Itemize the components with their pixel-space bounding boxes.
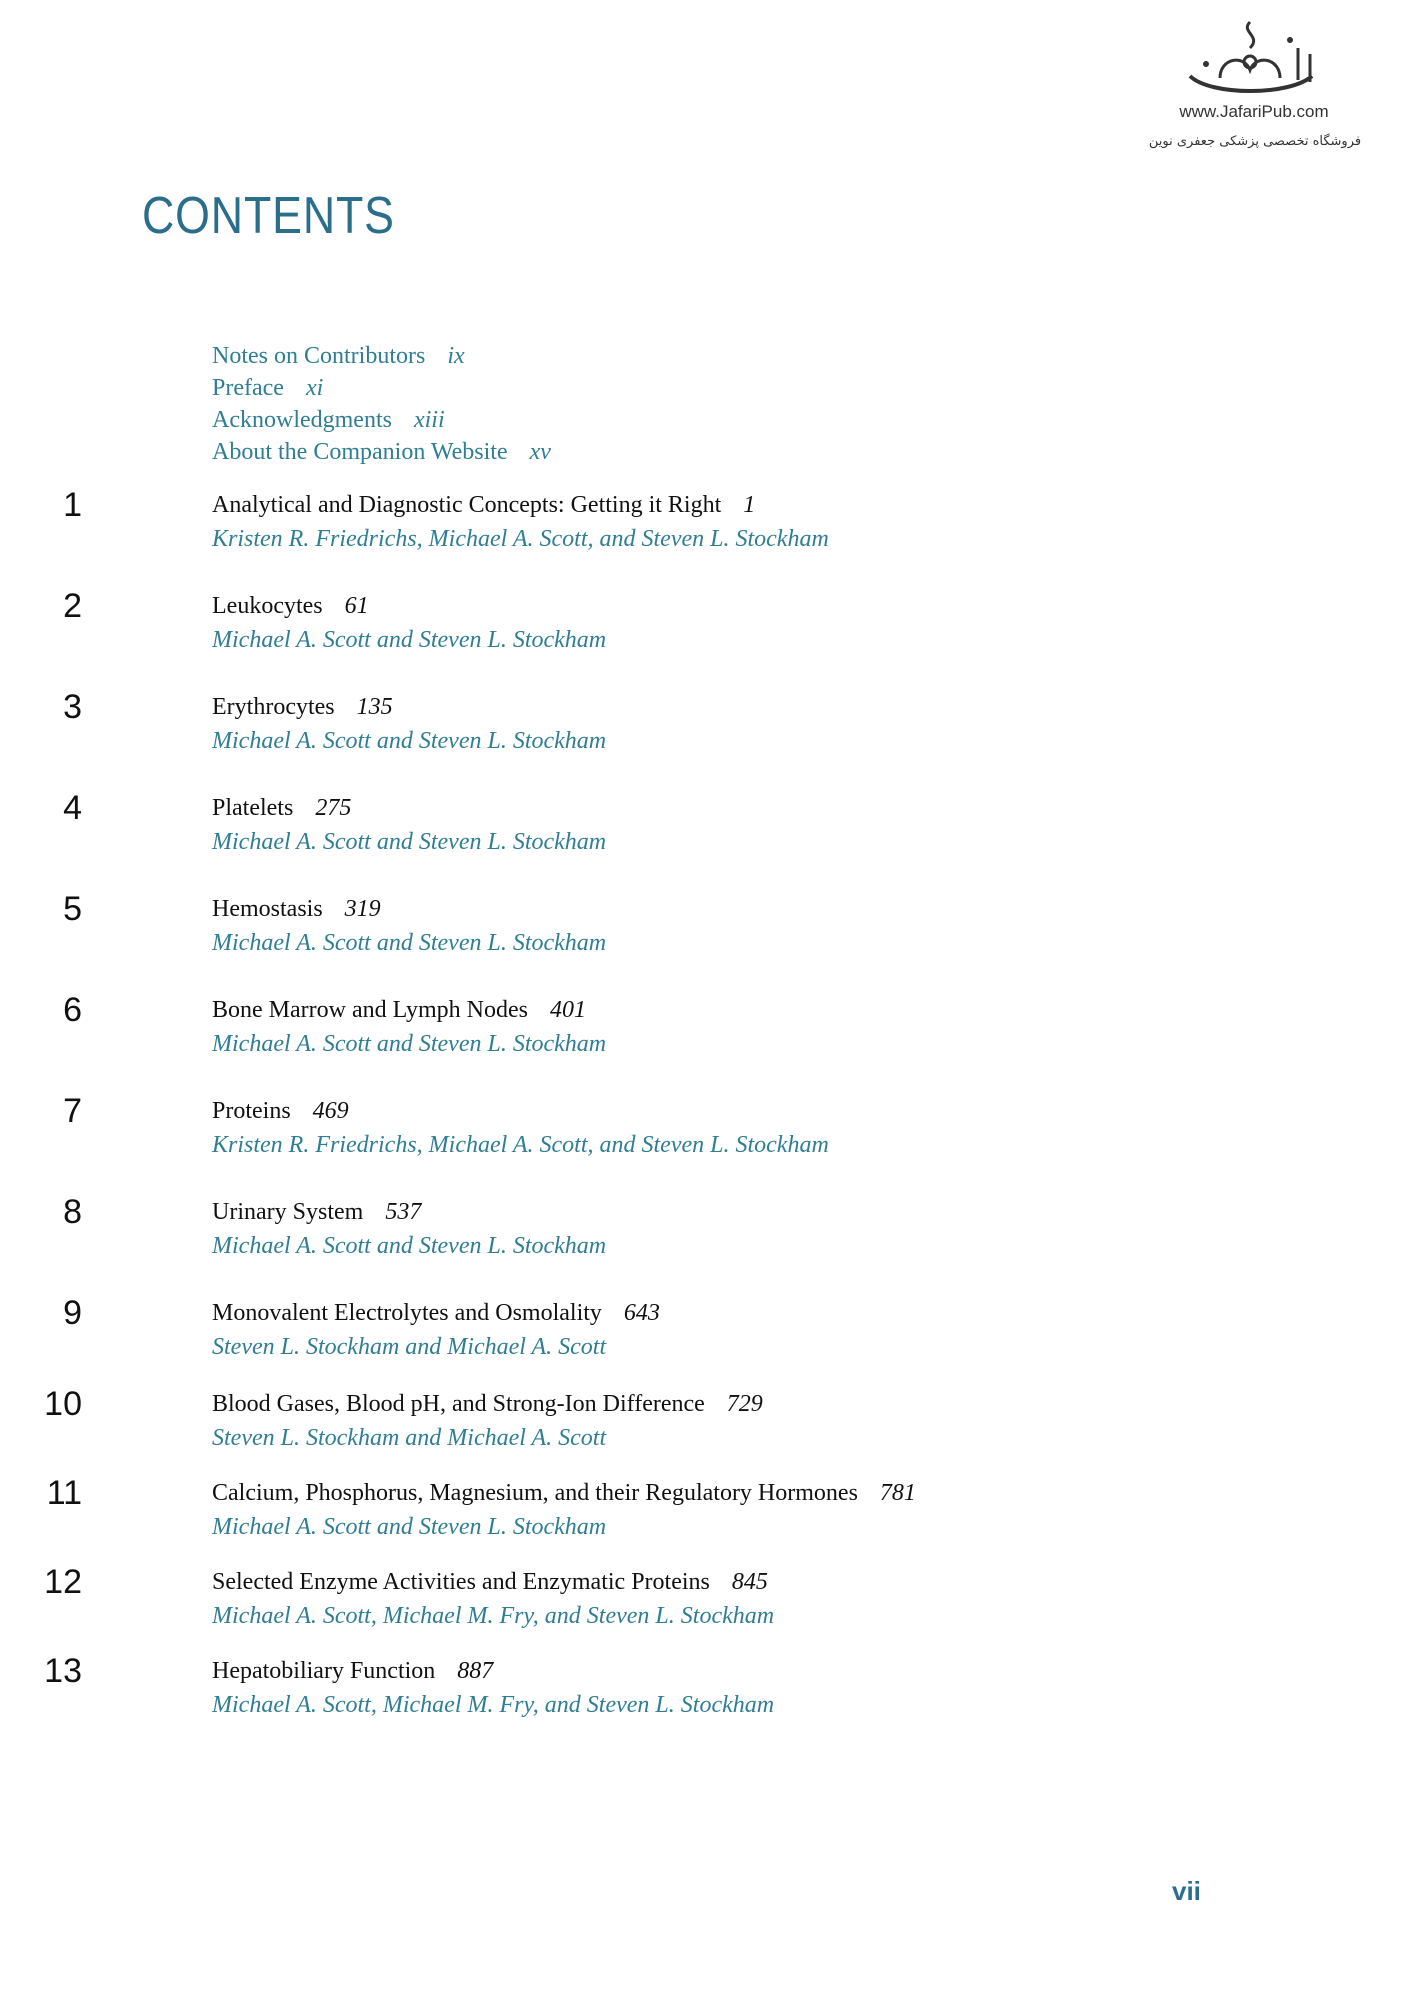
front-matter-page: ix (447, 343, 465, 369)
chapter-title (212, 1098, 349, 1125)
chapter-authors: Michael A. Scott, Michael M. Fry, and Steven L. Stockham (212, 1692, 775, 1718)
chapter-title-text: Hemostasis (212, 896, 323, 922)
chapter-authors: Kristen R. Friedrichs, Michael A. Scott, and Steven L. Stockham (212, 1132, 829, 1158)
chapter-page: 401 (549, 997, 586, 1023)
chapter-title-text: Urinary System (212, 1199, 364, 1225)
chapter-number: 2 (63, 587, 82, 625)
chapter-page: 275 (315, 795, 352, 821)
publisher-logo (1130, 18, 1370, 158)
chapter-title (212, 1199, 421, 1226)
chapter-title (212, 997, 586, 1024)
chapter-title-text: Monovalent Electrolytes and Osmolality (212, 1300, 602, 1326)
chapter-page: 135 (356, 694, 393, 720)
publisher-tagline: فروشگاه تخصصی پزشکی جعفری نوین (1148, 134, 1362, 149)
chapter-page: 729 (726, 1391, 763, 1417)
chapter-page: 469 (312, 1098, 349, 1124)
front-matter-title: Acknowledgments (212, 407, 392, 433)
chapter-number: 3 (63, 688, 82, 726)
chapter-page: 61 (344, 593, 369, 619)
front-matter-item[interactable] (212, 404, 551, 436)
chapter-number: 7 (63, 1092, 82, 1130)
chapter-authors: Michael A. Scott and Steven L. Stockham (212, 1031, 607, 1057)
chapter-number: 11 (46, 1474, 82, 1512)
chapter-title-text: Leukocytes (212, 593, 323, 619)
chapter-title-text: Platelets (212, 795, 294, 821)
front-matter-page: xiii (413, 407, 445, 433)
front-matter-item[interactable] (212, 436, 551, 468)
front-matter-list (212, 340, 551, 468)
chapter-title-text: Blood Gases, Blood pH, and Strong-Ion Difference (212, 1391, 705, 1417)
chapter-title (212, 795, 351, 822)
chapter-title-text: Calcium, Phosphorus, Magnesium, and their Regulatory Hormones (212, 1480, 858, 1506)
chapter-title (212, 1480, 916, 1507)
page-title: CONTENTS (142, 187, 395, 245)
chapter-title-text: Erythrocytes (212, 694, 335, 720)
chapter-page: 537 (385, 1199, 422, 1225)
chapter-authors: Steven L. Stockham and Michael A. Scott (212, 1334, 607, 1360)
chapter-page: 887 (457, 1658, 494, 1684)
chapter-authors: Michael A. Scott and Steven L. Stockham (212, 1514, 607, 1540)
front-matter-title: About the Companion Website (212, 439, 508, 465)
chapter-title-text: Proteins (212, 1098, 291, 1124)
chapter-page: 781 (879, 1480, 916, 1506)
chapter-authors: Michael A. Scott and Steven L. Stockham (212, 1233, 607, 1259)
chapter-page: 845 (731, 1569, 768, 1595)
front-matter-item[interactable] (212, 372, 551, 404)
chapter-authors: Michael A. Scott and Steven L. Stockham (212, 829, 607, 855)
chapter-authors: Michael A. Scott and Steven L. Stockham (212, 728, 607, 754)
chapter-title-text: Selected Enzyme Activities and Enzymatic Proteins (212, 1569, 710, 1595)
chapter-title-text: Bone Marrow and Lymph Nodes (212, 997, 528, 1023)
chapter-authors: Steven L. Stockham and Michael A. Scott (212, 1425, 607, 1451)
chapter-authors: Michael A. Scott and Steven L. Stockham (212, 627, 607, 653)
chapter-number: 1 (63, 486, 82, 524)
chapter-number: 12 (44, 1563, 82, 1601)
chapter-number: 5 (63, 890, 82, 928)
chapter-number: 4 (63, 789, 82, 827)
chapter-number: 9 (63, 1294, 82, 1332)
front-matter-page: xi (305, 375, 324, 401)
page-number: vii (1172, 1876, 1201, 1906)
publisher-url[interactable]: www.JafariPub.com (1179, 102, 1329, 121)
chapter-authors: Michael A. Scott and Steven L. Stockham (212, 930, 607, 956)
chapter-number: 6 (63, 991, 82, 1029)
calligraphy-logo-icon (1170, 18, 1330, 108)
chapter-authors: Kristen R. Friedrichs, Michael A. Scott, and Steven L. Stockham (212, 526, 829, 552)
chapter-title (212, 896, 381, 923)
chapter-number: 13 (44, 1652, 82, 1690)
chapter-title-text: Analytical and Diagnostic Concepts: Getting it Right (212, 492, 722, 518)
chapter-title (212, 694, 393, 721)
chapter-page: 319 (344, 896, 381, 922)
front-matter-item[interactable] (212, 340, 551, 372)
chapter-title (212, 1658, 493, 1685)
chapter-number: 8 (63, 1193, 82, 1231)
front-matter-title: Notes on Contributors (212, 343, 426, 369)
chapter-title-text: Hepatobiliary Function (212, 1658, 436, 1684)
front-matter-page: xv (529, 439, 551, 465)
chapter-page: 643 (623, 1300, 660, 1326)
chapter-number: 10 (44, 1385, 82, 1423)
front-matter-title: Preface (212, 375, 284, 401)
chapter-title (212, 1391, 763, 1418)
chapter-title (212, 492, 755, 519)
chapter-page: 1 (743, 492, 756, 518)
chapter-title (212, 1569, 768, 1596)
chapter-title (212, 593, 369, 620)
chapter-authors: Michael A. Scott, Michael M. Fry, and Steven L. Stockham (212, 1603, 775, 1629)
chapter-title (212, 1300, 660, 1327)
